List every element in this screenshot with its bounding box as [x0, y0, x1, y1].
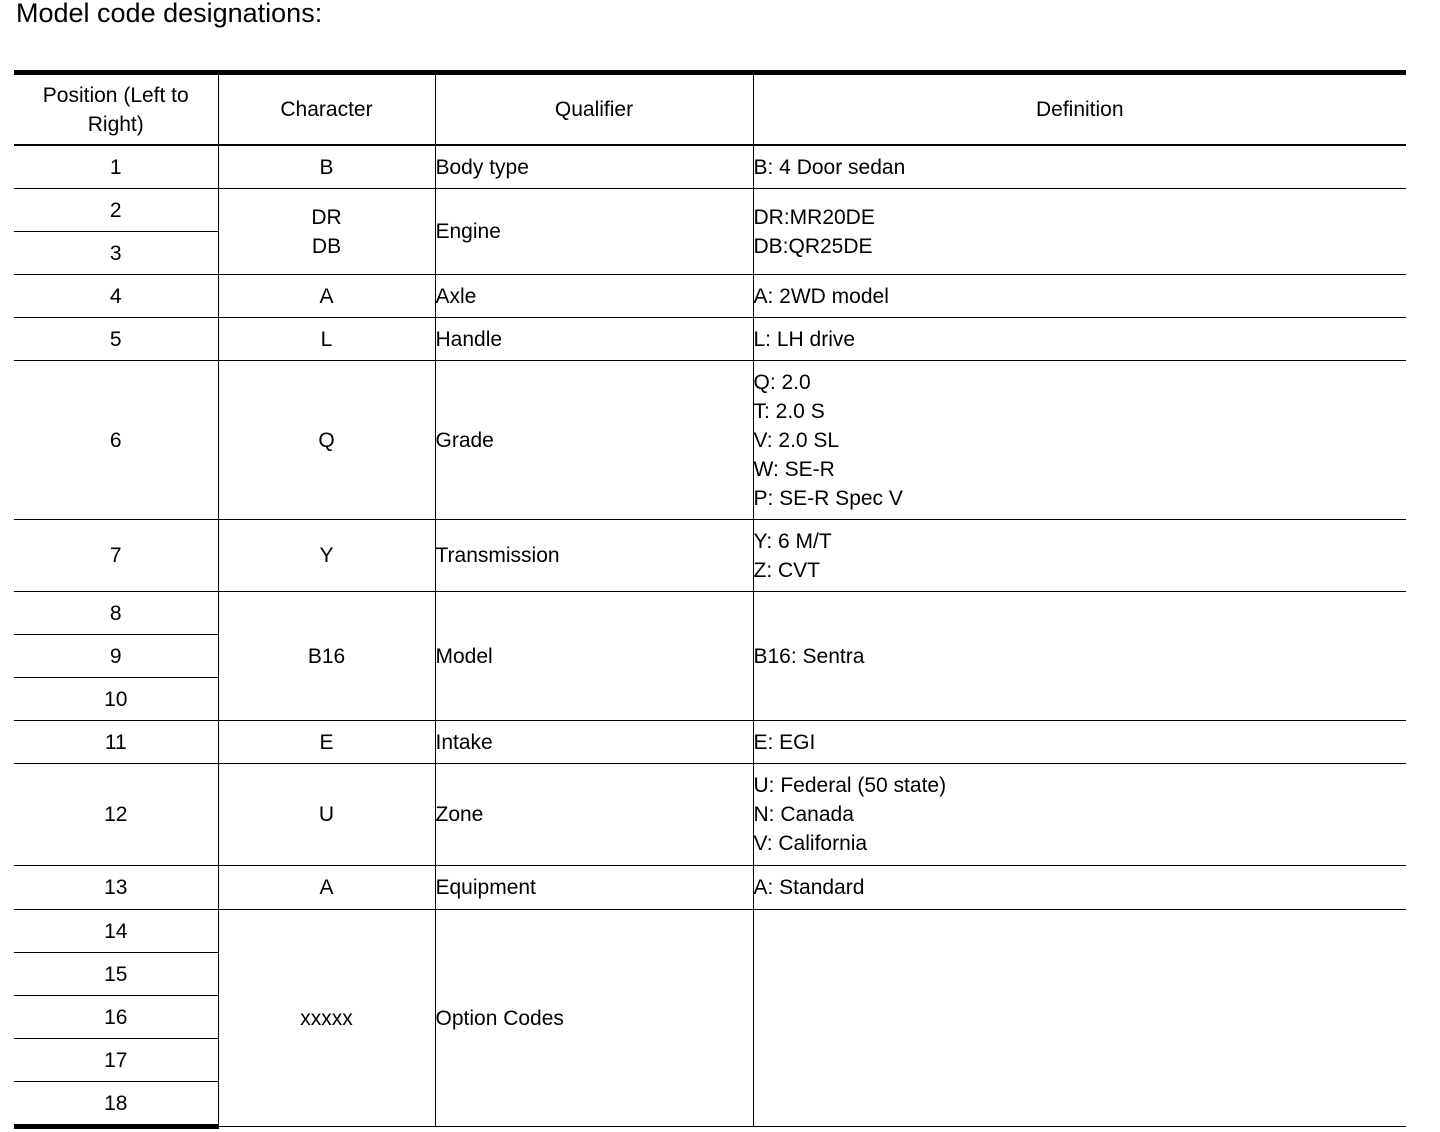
table-row — [14, 145, 1406, 189]
definition-line: E: EGI — [753, 730, 816, 754]
definition-line: U: Federal (50 state) — [753, 774, 947, 797]
definition-line: W: SE-R — [753, 457, 835, 481]
definition-cell — [753, 592, 1406, 721]
position-cell: 16 — [14, 996, 218, 1039]
model-code-table — [14, 70, 1406, 1129]
character-cell: A — [218, 275, 435, 318]
definition-cell — [753, 520, 1406, 592]
definition-line: Z: CVT — [753, 558, 820, 582]
table-row — [14, 318, 1406, 361]
qualifier-cell: Axle — [435, 275, 753, 318]
position-cell: 3 — [14, 232, 218, 275]
qualifier-cell: Intake — [435, 721, 753, 764]
page-title: Model code designations: — [16, 0, 323, 28]
definition-line: L: LH drive — [753, 327, 856, 351]
character-cell: B16 — [218, 592, 435, 721]
definition-line: A: 2WD model — [753, 284, 889, 308]
position-cell: 15 — [14, 953, 218, 996]
position-cell: 8 — [14, 592, 218, 635]
table-row — [14, 520, 1406, 592]
qualifier-cell: Engine — [435, 189, 753, 275]
definition-cell — [753, 866, 1406, 910]
qualifier-cell: Grade — [435, 361, 753, 520]
definition-cell — [753, 764, 1406, 866]
qualifier-cell: Transmission — [435, 520, 753, 592]
definition-cell — [753, 145, 1406, 189]
character-cell: Y — [218, 520, 435, 592]
definition-line: Q: 2.0 — [753, 370, 811, 394]
position-cell: 4 — [14, 275, 218, 318]
definition-line: DB:QR25DE — [753, 234, 873, 258]
definition-cell — [753, 275, 1406, 318]
column-header-character: Character — [218, 73, 435, 146]
definition-line: V: 2.0 SL — [753, 428, 840, 452]
table-row — [14, 361, 1406, 520]
table-body — [14, 145, 1406, 1127]
position-cell: 2 — [14, 189, 218, 232]
position-cell: 7 — [14, 520, 218, 592]
table-row — [14, 764, 1406, 866]
position-cell: 6 — [14, 361, 218, 520]
table-row — [14, 189, 1406, 232]
position-cell: 9 — [14, 635, 218, 678]
definition-line: A: Standard — [753, 876, 865, 899]
position-cell: 11 — [14, 721, 218, 764]
qualifier-cell: Body type — [435, 145, 753, 189]
table-header — [14, 73, 1406, 146]
definition-line: V: California — [753, 832, 868, 855]
definition-cell — [753, 318, 1406, 361]
character-cell: L — [218, 318, 435, 361]
table-row — [14, 721, 1406, 764]
position-cell: 10 — [14, 678, 218, 721]
definition-line: P: SE-R Spec V — [753, 486, 903, 510]
definition-line: B16: Sentra — [753, 644, 865, 668]
table-row — [14, 592, 1406, 635]
character-cell: Q — [218, 361, 435, 520]
character-cell: A — [218, 866, 435, 910]
position-cell: 17 — [14, 1039, 218, 1082]
character-cell: xxxxx — [218, 910, 435, 1127]
definition-cell — [753, 910, 1406, 1127]
character-cell: DR DB — [218, 189, 435, 275]
position-cell: 13 — [14, 866, 218, 910]
definition-cell — [753, 361, 1406, 520]
column-header-position: Position (Left to Right) — [14, 73, 218, 146]
column-header-qualifier: Qualifier — [435, 73, 753, 146]
position-cell: 1 — [14, 145, 218, 189]
table-row — [14, 910, 1406, 953]
position-cell: 12 — [14, 764, 218, 866]
character-cell: B — [218, 145, 435, 189]
position-cell: 14 — [14, 910, 218, 953]
qualifier-cell: Zone — [435, 764, 753, 866]
qualifier-cell: Handle — [435, 318, 753, 361]
definition-cell — [753, 721, 1406, 764]
definition-line: Y: 6 M/T — [753, 529, 832, 553]
definition-line: DR:MR20DE — [753, 205, 875, 229]
qualifier-cell: Model — [435, 592, 753, 721]
character-cell: E — [218, 721, 435, 764]
qualifier-cell: Option Codes — [435, 910, 753, 1127]
definition-cell — [753, 189, 1406, 275]
position-cell: 18 — [14, 1082, 218, 1127]
qualifier-cell: Equipment — [435, 866, 753, 910]
definition-line: B: 4 Door sedan — [753, 155, 906, 179]
table-row — [14, 275, 1406, 318]
definition-line: N: Canada — [753, 803, 854, 826]
column-header-definition: Definition — [753, 73, 1406, 146]
position-cell: 5 — [14, 318, 218, 361]
definition-line: T: 2.0 S — [753, 399, 825, 423]
character-cell: U — [218, 764, 435, 866]
table-row — [14, 866, 1406, 910]
